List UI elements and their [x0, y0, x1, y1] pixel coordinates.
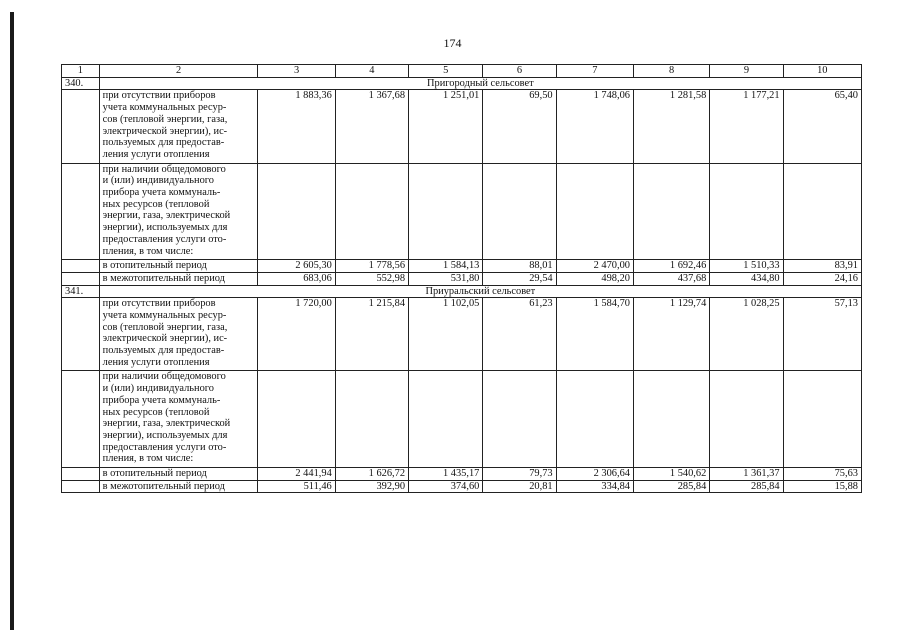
value-cell-col-8: [633, 163, 709, 260]
row-number-cell: [62, 163, 100, 260]
description-line: учета коммунальных ресур-: [102, 310, 227, 321]
value-cell-col-7: 498,20: [556, 272, 633, 285]
scan-edge: [10, 12, 14, 630]
section-row: [62, 77, 862, 90]
section-number: 340.: [62, 77, 100, 90]
table-row: [62, 272, 862, 285]
value-cell-col-6: 79,73: [483, 468, 556, 481]
description-line: при отсутствии приборов: [102, 90, 216, 102]
value-cell-col-3: 2 441,94: [258, 468, 335, 481]
description-line: и (или) индивидуального: [102, 175, 215, 187]
value-cell-col-9: 1 510,33: [710, 260, 783, 273]
value-cell-col-10: 75,63: [783, 468, 861, 481]
row-number-cell: [62, 468, 100, 481]
column-header-2: 2: [99, 65, 258, 78]
column-header-7: 7: [556, 65, 633, 78]
row-description: [99, 272, 258, 285]
value-cell-col-4: [335, 163, 408, 260]
value-cell-col-6: [483, 371, 556, 468]
column-header-9: 9: [710, 65, 783, 78]
value-cell-col-9: 1 361,37: [710, 468, 783, 481]
column-header-8: 8: [633, 65, 709, 78]
description-line: сов (тепловой энергии, газа,: [102, 113, 228, 125]
value-cell-col-4: [335, 371, 408, 468]
value-cell-col-10: 83,91: [783, 260, 861, 273]
value-cell-col-8: 1 540,62: [633, 468, 709, 481]
description-line: при наличии общедомового: [102, 163, 226, 175]
value-cell-col-5: 1 435,17: [409, 468, 483, 481]
value-cell-col-7: 2 306,64: [556, 468, 633, 481]
row-number-cell: [62, 480, 100, 493]
value-cell-col-5: 1 251,01: [409, 90, 483, 163]
description-line: электрической энергии), ис-: [102, 333, 228, 345]
page-number: 174: [443, 36, 462, 50]
table-row: [62, 468, 862, 481]
description-line: сов (тепловой энергии, газа,: [102, 321, 228, 333]
row-description: [99, 468, 258, 481]
row-number-cell: [62, 298, 100, 371]
table-row: [62, 298, 862, 371]
value-cell-col-3: 2 605,30: [258, 260, 335, 273]
value-cell-col-7: [556, 371, 633, 468]
value-cell-col-9: 285,84: [710, 480, 783, 493]
value-cell-col-10: 57,13: [783, 298, 861, 371]
row-description: [99, 298, 258, 371]
value-cell-col-5: 1 584,13: [409, 260, 483, 273]
row-description: [99, 163, 258, 260]
value-cell-col-6: 29,54: [483, 272, 556, 285]
table-row: [62, 260, 862, 273]
value-cell-col-5: [409, 163, 483, 260]
value-cell-col-6: 61,23: [483, 298, 556, 371]
row-number-cell: [62, 371, 100, 468]
value-cell-col-9: 1 028,25: [710, 298, 783, 371]
description-line: ных ресурсов (тепловой: [102, 406, 210, 418]
value-cell-col-7: 2 470,00: [556, 260, 633, 273]
section-row: [62, 285, 862, 298]
row-description: [99, 371, 258, 468]
description-line: пользуемых для предостав-: [102, 345, 225, 357]
value-cell-col-3: 1 720,00: [258, 298, 335, 371]
value-cell-col-8: 285,84: [633, 480, 709, 493]
value-cell-col-3: 511,46: [258, 480, 335, 493]
description-line: энергии, газа, электрической: [102, 418, 231, 430]
table-body: [62, 65, 862, 493]
section-number: 341.: [62, 285, 100, 298]
value-cell-col-4: 1 215,84: [335, 298, 408, 371]
description-line: предоставления услуги ото-: [102, 233, 227, 245]
description-line: пользуемых для предостав-: [102, 137, 225, 149]
value-cell-col-10: [783, 371, 861, 468]
description-line: ных ресурсов (тепловой: [102, 198, 210, 210]
value-cell-col-5: 531,80: [409, 272, 483, 285]
column-header-5: 5: [409, 65, 483, 78]
value-cell-col-4: 1 367,68: [335, 90, 408, 163]
description-line: прибора учета коммуналь-: [102, 187, 221, 198]
table-row: [62, 90, 862, 163]
section-title: Пригородный сельсовет: [99, 77, 861, 90]
value-cell-col-10: [783, 163, 861, 260]
value-cell-col-10: 65,40: [783, 90, 861, 163]
value-cell-col-4: 1 778,56: [335, 260, 408, 273]
description-line: ления услуги отопления: [102, 148, 210, 160]
tariff-table: [61, 64, 862, 493]
value-cell-col-8: 1 281,58: [633, 90, 709, 163]
value-cell-col-3: [258, 371, 335, 468]
column-header-10: 10: [783, 65, 861, 78]
row-number-cell: [62, 272, 100, 285]
description-line: в отопительный период: [102, 468, 207, 480]
value-cell-col-8: [633, 371, 709, 468]
table-row: [62, 371, 862, 468]
value-cell-col-8: 437,68: [633, 272, 709, 285]
value-cell-col-9: 1 177,21: [710, 90, 783, 163]
value-cell-col-8: 1 129,74: [633, 298, 709, 371]
table-row: [62, 480, 862, 493]
description-line: энергии), используемых для: [102, 222, 228, 234]
value-cell-col-7: 1 748,06: [556, 90, 633, 163]
value-cell-col-6: 88,01: [483, 260, 556, 273]
value-cell-col-5: [409, 371, 483, 468]
description-line: при наличии общедомового: [102, 371, 226, 383]
value-cell-col-7: [556, 163, 633, 260]
value-cell-col-6: 20,81: [483, 480, 556, 493]
description-line: и (или) индивидуального: [102, 383, 215, 395]
column-header-1: 1: [62, 65, 100, 78]
column-header-3: 3: [258, 65, 335, 78]
row-description: [99, 90, 258, 163]
row-description: [99, 480, 258, 493]
value-cell-col-7: 334,84: [556, 480, 633, 493]
value-cell-col-6: 69,50: [483, 90, 556, 163]
value-cell-col-4: 552,98: [335, 272, 408, 285]
description-line: при отсутствии приборов: [102, 298, 216, 310]
value-cell-col-7: 1 584,70: [556, 298, 633, 371]
row-number-cell: [62, 90, 100, 163]
section-title: Приуральский сельсовет: [99, 285, 861, 298]
description-line: энергии, газа, электрической: [102, 210, 231, 222]
value-cell-col-3: 683,06: [258, 272, 335, 285]
value-cell-col-10: 24,16: [783, 272, 861, 285]
description-line: в отопительный период: [102, 260, 207, 272]
value-cell-col-3: [258, 163, 335, 260]
value-cell-col-8: 1 692,46: [633, 260, 709, 273]
value-cell-col-10: 15,88: [783, 480, 861, 493]
description-line: ления услуги отопления: [102, 356, 210, 368]
description-line: в межотопительный период: [102, 480, 225, 492]
value-cell-col-4: 1 626,72: [335, 468, 408, 481]
description-line: пления, в том числе:: [102, 453, 194, 465]
description-line: электрической энергии), ис-: [102, 125, 228, 137]
value-cell-col-6: [483, 163, 556, 260]
row-description: [99, 260, 258, 273]
value-cell-col-5: 374,60: [409, 480, 483, 493]
value-cell-col-5: 1 102,05: [409, 298, 483, 371]
column-header-6: 6: [483, 65, 556, 78]
value-cell-col-9: [710, 371, 783, 468]
value-cell-col-9: [710, 163, 783, 260]
description-line: учета коммунальных ресур-: [102, 102, 227, 114]
description-line: энергии), используемых для: [102, 430, 228, 441]
row-number-cell: [62, 260, 100, 273]
value-cell-col-9: 434,80: [710, 272, 783, 285]
column-header-4: 4: [335, 65, 408, 78]
table-row: [62, 163, 862, 260]
description-line: пления, в том числе:: [102, 245, 194, 257]
value-cell-col-4: 392,90: [335, 480, 408, 493]
description-line: в межотопительный период: [102, 272, 225, 284]
value-cell-col-3: 1 883,36: [258, 90, 335, 163]
description-line: прибора учета коммуналь-: [102, 394, 221, 406]
column-header-row: [62, 65, 862, 78]
description-line: предоставления услуги ото-: [102, 441, 227, 453]
